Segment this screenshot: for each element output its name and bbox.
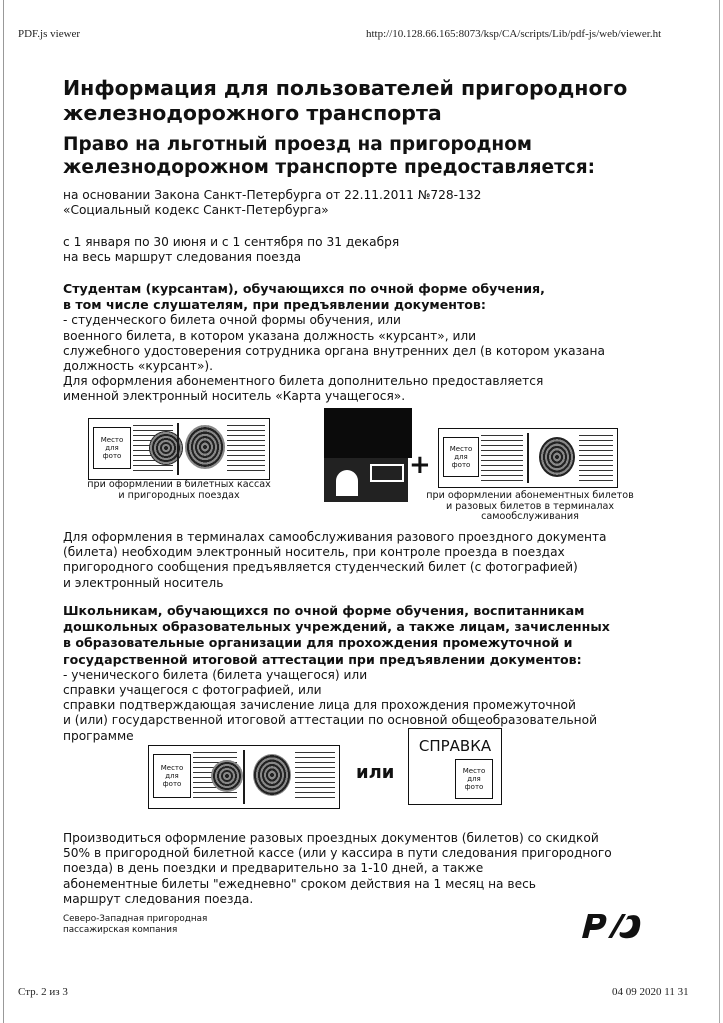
- student-id-illustration-right: [438, 428, 618, 488]
- scan-edge-right: [719, 0, 720, 1023]
- students-line: служебного удостоверения сотрудника органа внутренних дел (в котором указана: [63, 343, 605, 358]
- rzd-logo-icon: [578, 908, 644, 942]
- period-line: с 1 января по 30 июня и с 1 сентября по 31 декабря: [63, 235, 400, 249]
- school-heading: дошкольных образовательных учреждений, а также лицам, зачисленных: [63, 619, 610, 635]
- terminal-paragraph: [63, 530, 683, 591]
- legal-basis-line: «Социальный кодекс Санкт-Петербурга»: [63, 203, 329, 218]
- title-line-2: железнодорожного транспорта: [63, 101, 442, 125]
- school-heading: государственной итоговой аттестации при предъявлении документов:: [63, 651, 582, 667]
- school-line: справки учащегося с фотографией, или: [63, 683, 322, 698]
- discount-line: абонементные билеты "ежедневно" сроком действия на 1 месяц на весь: [63, 876, 536, 891]
- tab-title: PDF.js viewer: [18, 28, 81, 40]
- electronic-card-back: [324, 458, 408, 502]
- print-datetime: 04 09 2020 11 31: [612, 986, 689, 998]
- students-heading: Студентам (курсантам), обучающихся по очной форме обучения,: [63, 281, 545, 296]
- school-line: - ученического билета (билета учащегося) или: [63, 667, 368, 682]
- terminal-line: Для оформления в терминалах самообслуживания разового проездного документа: [63, 530, 607, 544]
- school-line: и (или) государственной итоговой аттестации по основной общеобразовательной: [63, 713, 598, 728]
- photo-placeholder: Место для фото: [93, 427, 131, 469]
- terminal-line: пригородного сообщения предъявляется студенческий билет (с фотографией): [63, 560, 578, 575]
- page-url[interactable]: http://10.128.66.165:8073/ksp/CA/scripts/Lib/pdf-js/web/viewer.ht: [366, 28, 662, 40]
- school-heading: в образовательные организации для прохождения промежуточной и: [63, 635, 573, 651]
- student-id-illustration-left: [88, 418, 270, 480]
- or-label: или: [356, 762, 395, 783]
- certificate-title: СПРАВКА: [418, 737, 492, 755]
- discount-line: маршрут следования поезда.: [63, 891, 254, 906]
- stamp-icon: [211, 760, 243, 792]
- school-heading: Школьникам, обучающихся по очной форме обучения, воспитанникам: [63, 603, 585, 618]
- subtitle-line-1: Право на льготный проезд на пригородном: [63, 134, 533, 155]
- certificate-illustration: [408, 728, 502, 805]
- period-line: на весь маршрут следования поезда: [63, 250, 302, 265]
- school-line: справки подтверждающая зачисление лица для прохождения промежуточной: [63, 698, 576, 713]
- scan-edge-left: [3, 0, 4, 1023]
- schoolchildren-section: [63, 603, 683, 744]
- validity-period: [63, 235, 683, 265]
- photo-placeholder: Место для фото: [455, 759, 493, 799]
- students-line: именной электронный носитель «Карта учащегося».: [63, 389, 406, 404]
- discount-line: поезда) в день поездки и предварительно за 1-10 дней, а также: [63, 861, 484, 876]
- plus-sign: +: [409, 450, 431, 480]
- page-subtitle: [63, 133, 683, 179]
- students-line: - студенческого билета очной формы обучения, или: [63, 313, 401, 328]
- electronic-card-image: [324, 408, 412, 458]
- students-section: [63, 281, 683, 405]
- legal-basis: [63, 188, 683, 218]
- page-number: Стр. 2 из 3: [18, 986, 68, 998]
- discount-paragraph: [63, 831, 683, 907]
- terminal-line: (билета) необходим электронный носитель, при контроле проезда в поездах: [63, 545, 565, 560]
- discount-line: 50% в пригородной билетной кассе (или у кассира в пути следования пригородного: [63, 846, 612, 861]
- photo-placeholder: Место для фото: [443, 437, 479, 477]
- discount-line: Производиться оформление разовых проездных документов (билетов) со скидкой: [63, 831, 599, 845]
- school-line: программе: [63, 728, 134, 743]
- students-line: Для оформления абонементного билета дополнительно предоставляется: [63, 374, 544, 389]
- subtitle-line-2: железнодорожном транспорте предоставляется:: [63, 157, 596, 178]
- school-id-illustration: [148, 745, 340, 809]
- students-line: должность «курсант»).: [63, 359, 214, 374]
- title-line-1: Информация для пользователей пригородного: [63, 76, 628, 100]
- page-title: [63, 76, 683, 126]
- stamp-icon: [539, 437, 575, 477]
- students-heading: в том числе слушателям, при предъявлении документов:: [63, 297, 486, 313]
- stamp-icon: [185, 425, 225, 469]
- company-name: Северо-Западная пригородная пассажирская компания: [63, 914, 208, 935]
- caption-left: при оформлении в билетных кассах и пригородных поездах: [87, 479, 271, 501]
- caption-right: при оформлении абонементных билетов и разовых билетов в терминалах самообслуживания: [426, 490, 634, 522]
- stamp-icon: [253, 754, 291, 796]
- legal-basis-line: на основании Закона Санкт-Петербурга от 22.11.2011 №728-132: [63, 188, 482, 202]
- students-line: военного билета, в котором указана должность «курсант», или: [63, 328, 477, 343]
- rzd-logo: [578, 908, 644, 942]
- terminal-line: и электронный носитель: [63, 575, 224, 590]
- photo-placeholder: Место для фото: [153, 754, 191, 798]
